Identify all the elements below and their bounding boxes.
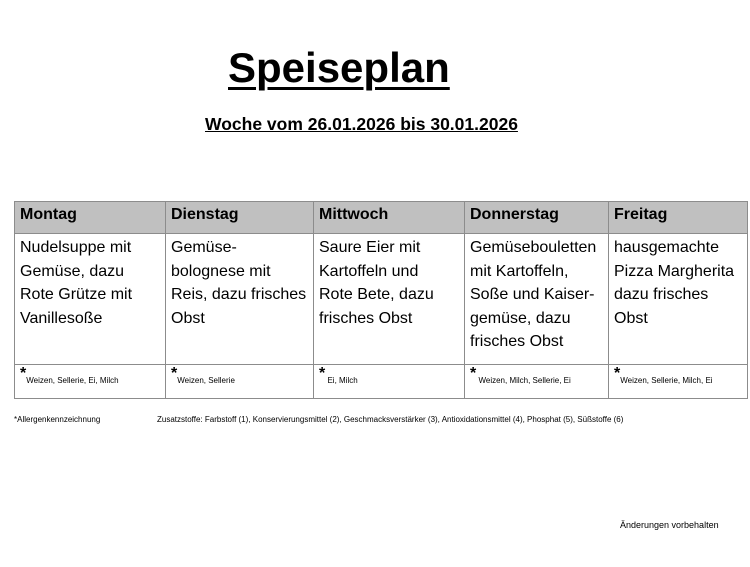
allergen-legend: *Allergenkennzeichnung: [14, 415, 101, 424]
asterisk-icon: *: [319, 365, 326, 382]
allergen-cell: *Weizen, Sellerie: [166, 365, 314, 399]
additives-legend: Zusatzstoffe: Farbstoff (1), Konservierungsmittel (2), Geschmacksverstärker (3), Antioxidationsmittel (4), Phosphat (5), Süßstoffe (6): [157, 415, 624, 424]
allergen-cell: *Weizen, Sellerie, Ei, Milch: [15, 365, 166, 399]
meal-row: [15, 234, 748, 365]
page-title: Speiseplan: [228, 44, 450, 91]
allergen-cell: * Weizen, Milch, Sellerie, Ei: [465, 365, 609, 399]
asterisk-icon: *: [614, 365, 621, 382]
week-range: Woche vom 26.01.2026 bis 30.01.2026: [205, 114, 518, 134]
day-header-row: [15, 202, 748, 234]
asterisk-icon: *: [20, 365, 27, 382]
day-header: Dienstag: [166, 202, 314, 234]
meal-cell: Saure Eier mit Kartoffeln und Rote Bete, dazu frisches Obst: [314, 234, 465, 365]
day-header: Donnerstag: [465, 202, 609, 234]
asterisk-icon: *: [171, 365, 178, 382]
day-header: Freitag: [609, 202, 748, 234]
day-header: Montag: [15, 202, 166, 234]
allergen-cell: * Ei, Milch: [314, 365, 465, 399]
changes-note: Änderungen vorbehalten: [620, 520, 719, 530]
allergen-row: [15, 365, 748, 399]
asterisk-icon: *: [470, 365, 477, 382]
menu-table: [14, 201, 748, 399]
day-header: Mittwoch: [314, 202, 465, 234]
meal-cell: Nudelsuppe mit Gemüse, dazu Rote Grütze mit Vanillesoße: [15, 234, 166, 365]
meal-cell: Gemüsebouletten mit Kartoffeln, Soße und Kaiser- gemüse, dazu frisches Obst: [465, 234, 609, 365]
meal-cell: hausgemachte Pizza Margherita dazu frisches Obst: [609, 234, 748, 365]
allergen-cell: *Weizen, Sellerie, Milch, Ei: [609, 365, 748, 399]
meal-cell: Gemüse- bolognese mit Reis, dazu frisches Obst: [166, 234, 314, 365]
